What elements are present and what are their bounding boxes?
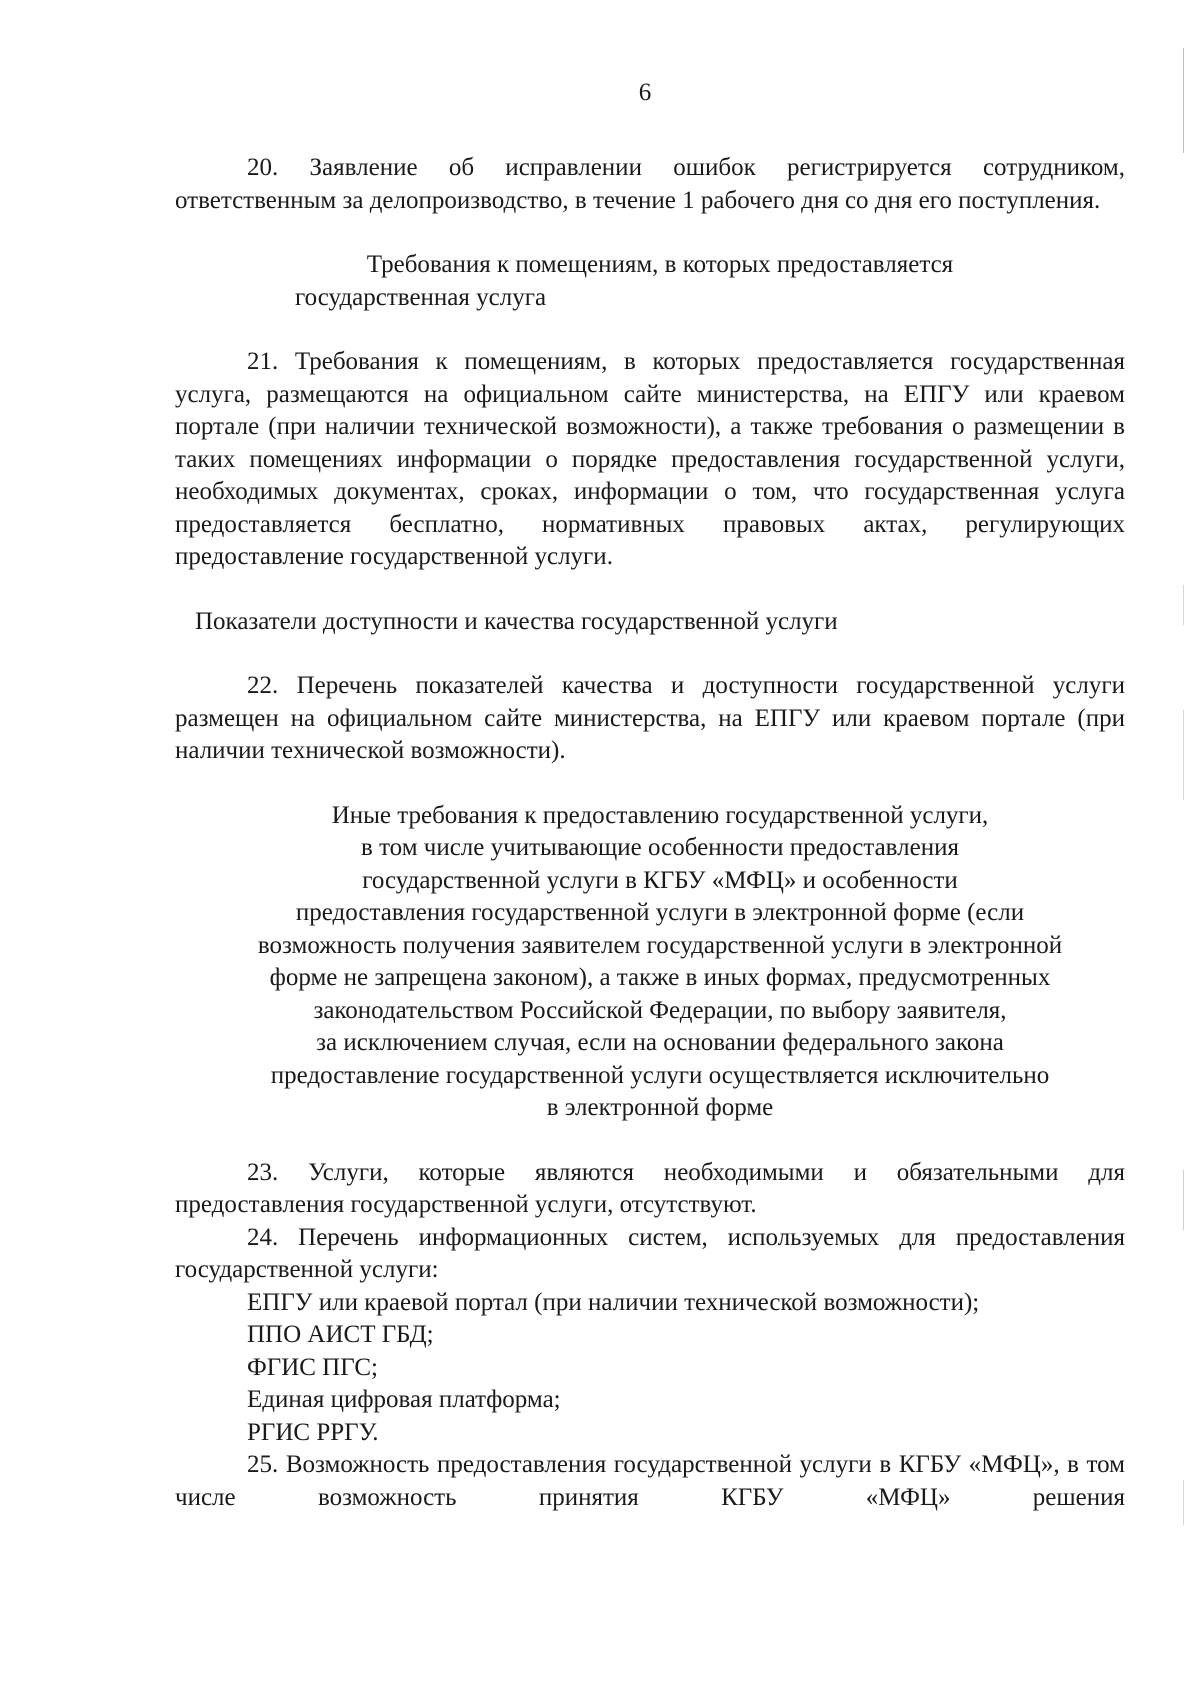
heading-line: возможность получения заявителем государственной услуги в электронной [257, 931, 1063, 959]
heading-line: форме не запрещена законом), а также в иных формах, предусмотренных [269, 964, 1051, 991]
scan-artifact [1183, 585, 1184, 625]
paragraph-20: 20. Заявление об исправлении ошибок регистрируется сотрудником, ответственным за делопроизводство, в течение 1 рабочего дня со дня его поступления. [175, 154, 1125, 214]
heading-line: предоставления государственной услуги в электронной форме (если [295, 899, 1025, 926]
heading-line: законодательством Российской Федерации, по выбору заявителя, [313, 996, 1007, 1024]
list-item: ППО АИСТ ГБД; [247, 1321, 434, 1348]
information-systems-list [175, 1287, 1125, 1450]
heading-availability-indicators: Показатели доступности и качества государственной услуги [195, 607, 838, 635]
paragraph-22: 22. Перечень показателей качества и доступности государственной услуги размещен на официальном сайте министерства, на ЕПГУ или краевом портале (при наличии технической возможности). [175, 672, 1125, 764]
heading-line: в электронной форме [546, 1094, 774, 1121]
list-item: Единая цифровая платформа; [247, 1386, 561, 1413]
heading-line: в том числе учитывающие особенности предоставления [361, 834, 959, 861]
list-item: РГИС РРГУ. [247, 1418, 379, 1446]
document-body [175, 152, 1125, 1514]
scan-artifact [1183, 48, 1184, 153]
scan-artifact [1183, 1170, 1184, 1230]
paragraph-21: 21. Требования к помещениям, в которых предоставляется государственная услуга, размещаются на официальном сайте министерства, на ЕПГУ или краевом портале (при наличии технической возможности), а также требования о размещении в таких помещениях информации о порядке предоставления государственной услуги, необходимых документах, сроках, информации о том, что государственная услуга предоставляется бесплатно, нормативных правовых актах, регулирующих предоставление государственной услуги. [175, 348, 1125, 570]
heading-other-requirements [175, 800, 1125, 1125]
heading-premises-requirements: Требования к помещениям, в которых предоставляется государственная услуга [295, 251, 954, 311]
heading-line: за исключением случая, если на основании федерального закона [316, 1029, 1004, 1056]
heading-line: государственной услуги в КГБУ «МФЦ» и особенности [362, 866, 958, 894]
paragraph-23: 23. Услуги, которые являются необходимыми и обязательными для предоставления государственной услуги, отсутствуют. [175, 1158, 1125, 1218]
heading-line: предоставление государственной услуги осуществляется исключительно [270, 1061, 1050, 1089]
list-item: ФГИС ПГС; [247, 1353, 378, 1381]
page-number: 6 [638, 79, 652, 106]
paragraph-25-start: 25. Возможность предоставления государственной услуги в КГБУ «МФЦ», в том числе возможность принятия КГБУ «МФЦ» решения [175, 1451, 1125, 1511]
list-item: ЕПГУ или краевой портал (при наличии технической возможности); [247, 1288, 980, 1316]
heading-line: Иные требования к предоставлению государственной услуги, [331, 801, 989, 829]
paragraph-24-intro: 24. Перечень информационных систем, используемых для предоставления государственной услуги: [175, 1223, 1125, 1283]
scan-artifact [1183, 1480, 1184, 1525]
scan-artifact [1183, 710, 1184, 800]
